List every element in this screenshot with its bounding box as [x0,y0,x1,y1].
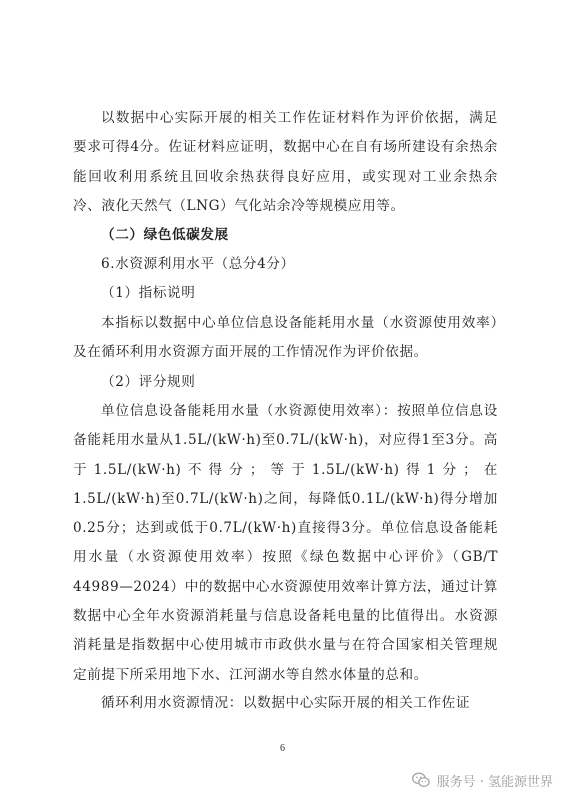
paragraph-scoring-rules: 单位信息设备能耗用水量（水资源使用效率）：按照单位信息设备能耗用水量从1.5L/(kW·h)至0.7L/(kW·h)，对应得1至3分。高于1.5L/(kW·h)不得分；等于1.5L/(kW·h)得1分；在1.5L/(kW·h)至0.7L/(kW·h)之间，每降低0.1L/(kW·h)得分增加0.25分；达到或低于0.7L/(kW·h)直接得3分。单位信息设备能耗用水量（水资源使用效率）按照《绿色数据中心评价》（GB/T 44989—2024）中的数据中心水资源使用效率计算方法，通过计算数据中心全年水资源消耗量与信息设备耗电量的比值得出。水资源消耗量是指数据中心使用城市市政供水量与在符合国家相关管理规定前提下所采用地下水、江河湖水等自然水体量的总和。 [73,403,498,683]
watermark-text: 服务号 · 氢能源世界 [436,774,553,790]
wechat-logo-icon [411,770,431,790]
page-number: 6 [280,743,285,754]
watermark [411,769,553,791]
item-heading-scoring-rules: （2）评分规则 [101,374,196,390]
section-heading-green-low-carbon: （二）绿色低碳发展 [101,227,229,243]
subsection-heading-water-use: 6.水资源利用水平（总分4分） [101,256,295,272]
paragraph-evidence-requirement: 以数据中心实际开展的相关工作佐证材料作为评价依据，满足要求可得4分。佐证材料应证明，数据中心在自有场所建设有余热余能回收利用系统且回收余热获得良好应用，或实现对工业余热余冷、液化天然气（LNG）气化站余冷等规模应用等。 [73,110,498,214]
item-heading-indicator-description: （1）指标说明 [101,285,196,301]
paragraph-indicator-description: 本指标以数据中心单位信息设备能耗用水量（水资源使用效率）及在循环利用水资源方面开展的工作情况作为评价依据。 [73,315,498,361]
paragraph-water-recycling: 循环利用水资源情况：以数据中心实际开展的相关工作佐证 [101,695,471,711]
